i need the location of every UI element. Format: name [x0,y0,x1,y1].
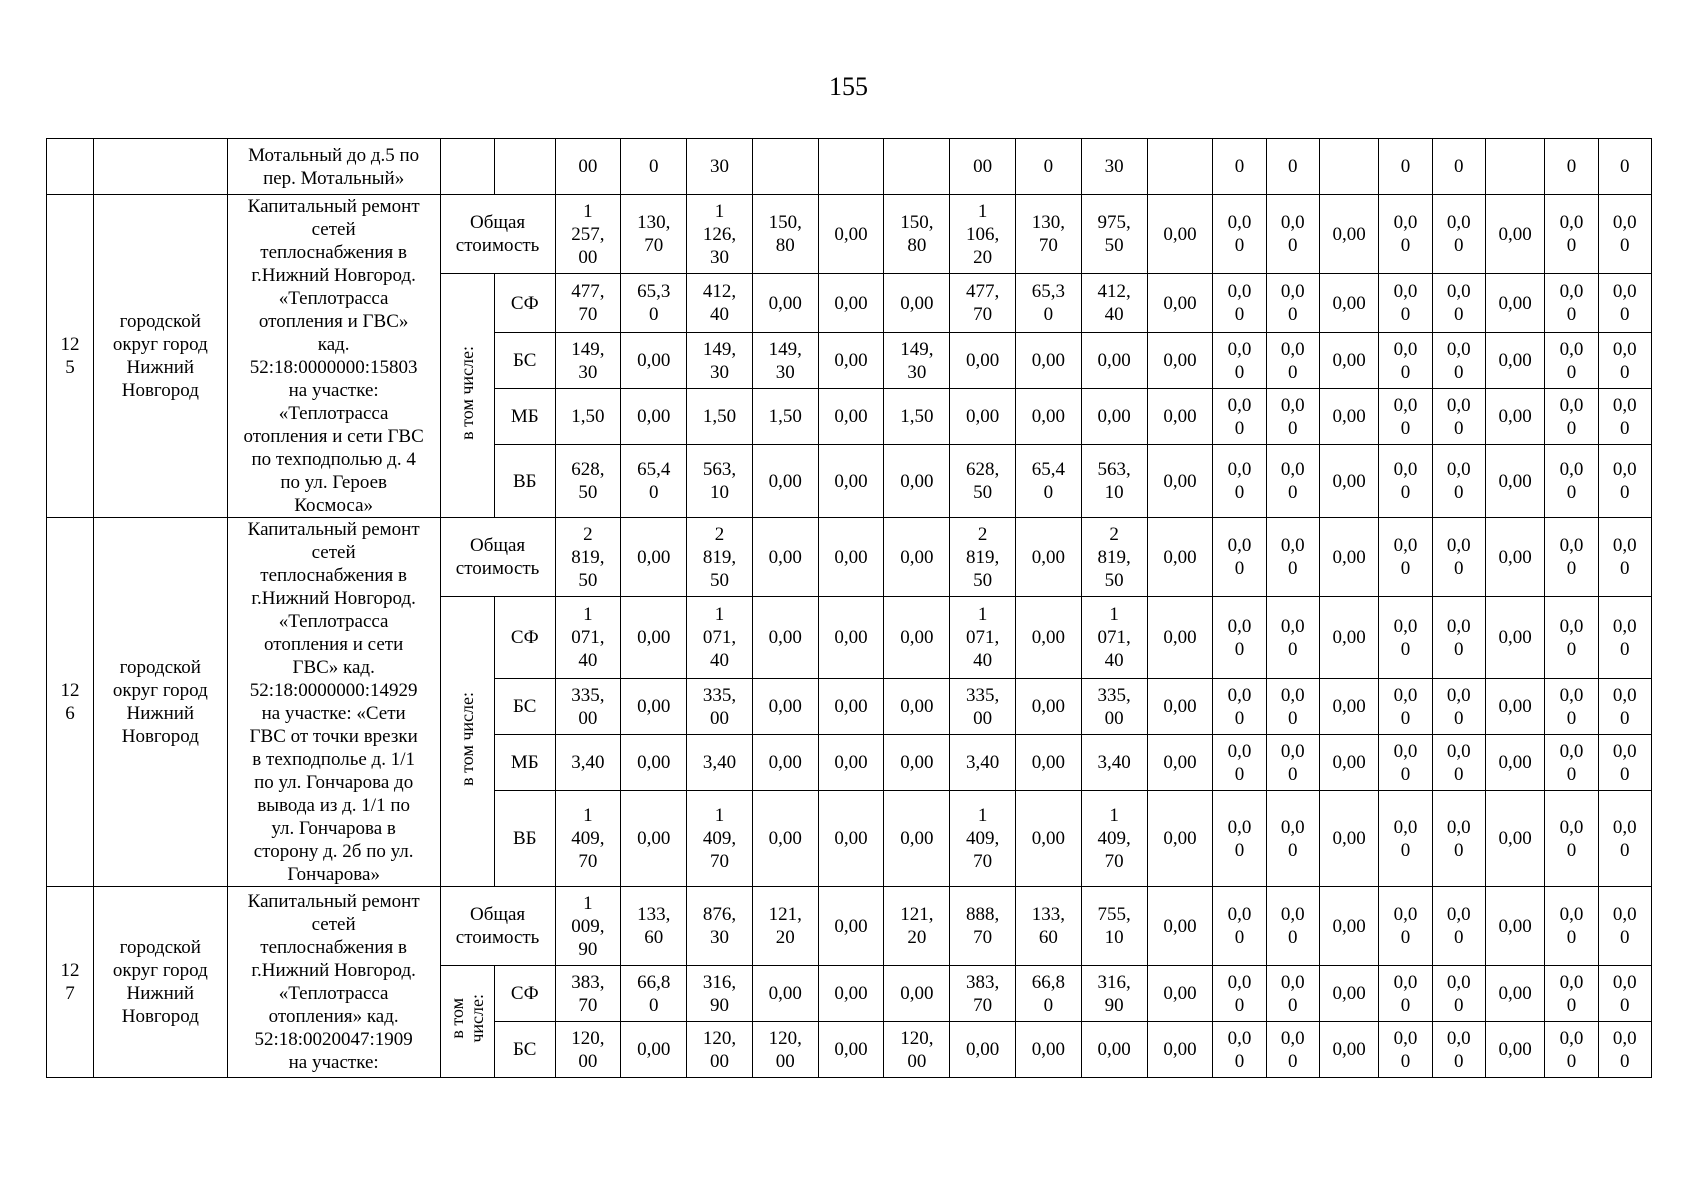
value-cell: 0,0 0 [1545,518,1598,597]
funding-source-label: БС [494,1022,555,1078]
value-cell: 121, 20 [752,887,818,966]
value-cell: 0,0 0 [1213,195,1266,274]
value-cell: 65,4 0 [1015,445,1081,518]
value-cell: 0,00 [1015,679,1081,735]
value-cell: 0,00 [621,518,687,597]
value-cell: 3,40 [555,735,621,791]
value-cell: 0,0 0 [1266,1022,1319,1078]
value-cell: 0,0 0 [1545,445,1598,518]
value-cell: 0,00 [884,445,950,518]
value-cell: 0,0 0 [1266,195,1319,274]
value-cell: 149, 30 [555,333,621,389]
value-cell: 0,00 [1147,389,1213,445]
value-cell: 0,00 [1147,887,1213,966]
value-cell: 0,0 0 [1213,791,1266,887]
value-cell: 0,00 [818,518,884,597]
value-cell: 0,00 [1147,274,1213,333]
value-cell: 0,00 [1147,597,1213,679]
funding-source-label: БС [494,679,555,735]
value-cell: 477, 70 [555,274,621,333]
value-cell: 0,0 0 [1598,679,1651,735]
value-cell: 0,00 [1485,966,1545,1022]
including-label-cell [440,597,494,887]
value-cell: 0,00 [1485,735,1545,791]
value-cell: 0,00 [621,333,687,389]
value-cell: 0,0 0 [1432,1022,1485,1078]
funding-source-label: ВБ [494,791,555,887]
value-cell: 335, 00 [950,679,1016,735]
value-cell: 0,0 0 [1598,791,1651,887]
value-cell: 1 071, 40 [950,597,1016,679]
value-cell: 383, 70 [555,966,621,1022]
value-cell: 0,00 [818,597,884,679]
value-cell: 0,0 0 [1432,966,1485,1022]
value-cell: 0,00 [1485,679,1545,735]
value-cell: 0,0 0 [1379,966,1432,1022]
value-cell: 0 [1015,139,1081,195]
including-label-cell [440,274,494,518]
value-cell: 563, 10 [1081,445,1147,518]
value-cell: 0,0 0 [1213,389,1266,445]
value-cell: 0,0 0 [1379,791,1432,887]
value-cell: 0,00 [1147,966,1213,1022]
description-cell: Мотальный до д.5 по пер. Мотальный» [227,139,440,195]
value-cell: 0,0 0 [1545,735,1598,791]
value-cell: 0,00 [1147,333,1213,389]
value-cell: 0,00 [1319,333,1379,389]
including-label: в том числе: [447,994,488,1043]
value-cell: 1 009, 90 [555,887,621,966]
value-cell: 0 [1432,139,1485,195]
value-cell: 0,0 0 [1266,389,1319,445]
funding-source-label: БС [494,333,555,389]
value-cell: 0,00 [752,679,818,735]
value-cell: 316, 90 [1081,966,1147,1022]
value-cell: 0,00 [621,791,687,887]
label-cell [494,139,555,195]
value-cell: 0,00 [1015,791,1081,887]
value-cell: 0,00 [1147,445,1213,518]
value-cell: 0,00 [1485,518,1545,597]
value-cell: 0 [1545,139,1598,195]
label-cell [440,139,494,195]
value-cell: 0,00 [1147,195,1213,274]
table-row-continuation [47,139,1652,195]
description-cell: Капитальный ремонт сетей теплоснабжения в г.Нижний Новгород. «Теплотрасса отопления и сети ГВС» кад. 52:18:0000000:14929 на участке: «Сети ГВС от точки врезки в техподполье д. 1/1 по ул. Гончарова до вывода из д. 1/1 по ул. Гончарова в сторону д. 2б по ул. Гончарова» [227,518,440,887]
value-cell: 0,0 0 [1379,887,1432,966]
value-cell: 0,0 0 [1213,1022,1266,1078]
value-cell: 3,40 [1081,735,1147,791]
value-cell: 0,00 [884,735,950,791]
value-cell: 66,8 0 [1015,966,1081,1022]
value-cell: 0,0 0 [1598,445,1651,518]
value-cell: 0,0 0 [1432,333,1485,389]
value-cell: 0,0 0 [1266,333,1319,389]
row-number-cell: 12 7 [47,887,94,1078]
value-cell: 0,00 [1485,597,1545,679]
value-cell: 120, 00 [884,1022,950,1078]
value-cell: 0,00 [1319,389,1379,445]
value-cell: 0,0 0 [1598,597,1651,679]
municipality-cell [93,139,227,195]
value-cell: 0,00 [1485,791,1545,887]
value-cell: 0,00 [1081,333,1147,389]
value-cell: 0,00 [621,1022,687,1078]
value-cell: 0,0 0 [1545,679,1598,735]
value-cell: 0,00 [1147,1022,1213,1078]
value-cell: 0,0 0 [1432,389,1485,445]
value-cell: 0,0 0 [1266,445,1319,518]
value-cell: 0,0 0 [1545,966,1598,1022]
value-cell: 0,0 0 [1432,735,1485,791]
value-cell: 133, 60 [1015,887,1081,966]
funding-source-label: МБ [494,735,555,791]
value-cell: 149, 30 [752,333,818,389]
value-cell: 0,00 [818,887,884,966]
value-cell: 130, 70 [621,195,687,274]
value-cell: 1,50 [555,389,621,445]
value-cell: 0,0 0 [1598,195,1651,274]
value-cell: 1 409, 70 [1081,791,1147,887]
value-cell: 120, 00 [752,1022,818,1078]
value-cell: 0,00 [884,597,950,679]
value-cell: 0,0 0 [1379,389,1432,445]
value-cell: 0,00 [1319,597,1379,679]
value-cell: 66,8 0 [621,966,687,1022]
value-cell: 1,50 [752,389,818,445]
value-cell: 0,00 [1015,597,1081,679]
value-cell [1319,139,1379,195]
value-cell: 149, 30 [687,333,753,389]
value-cell: 0,00 [818,445,884,518]
value-cell: 0,00 [1319,887,1379,966]
funding-source-label: СФ [494,597,555,679]
value-cell: 0,00 [1485,195,1545,274]
value-cell: 1 106, 20 [950,195,1016,274]
value-cell: 0,0 0 [1266,597,1319,679]
value-cell: 0,00 [1015,735,1081,791]
value-cell: 0,0 0 [1213,887,1266,966]
total-cost-label: Общая стоимость [440,195,555,274]
value-cell: 0,0 0 [1432,195,1485,274]
value-cell: 0,00 [1319,518,1379,597]
value-cell: 0,00 [884,274,950,333]
value-cell: 0,00 [950,333,1016,389]
value-cell: 0,0 0 [1213,966,1266,1022]
value-cell: 0,00 [1147,679,1213,735]
value-cell: 0,00 [818,333,884,389]
municipality-cell: городской округ город Нижний Новгород [93,887,227,1078]
value-cell: 335, 00 [687,679,753,735]
value-cell: 0,00 [884,679,950,735]
value-cell [818,139,884,195]
value-cell: 0,0 0 [1545,274,1598,333]
value-cell: 130, 70 [1015,195,1081,274]
value-cell: 0,0 0 [1598,389,1651,445]
value-cell: 1 409, 70 [687,791,753,887]
value-cell: 00 [555,139,621,195]
value-cell: 0,00 [1081,389,1147,445]
funding-source-label: МБ [494,389,555,445]
value-cell: 30 [687,139,753,195]
value-cell: 1 409, 70 [950,791,1016,887]
value-cell: 0,00 [818,1022,884,1078]
value-cell: 0,00 [1319,735,1379,791]
value-cell: 65,3 0 [1015,274,1081,333]
value-cell: 149, 30 [884,333,950,389]
value-cell: 1 071, 40 [1081,597,1147,679]
value-cell: 0,0 0 [1598,274,1651,333]
value-cell: 1,50 [687,389,753,445]
value-cell: 0,0 0 [1379,518,1432,597]
value-cell: 0,0 0 [1598,1022,1651,1078]
row-number-cell: 12 5 [47,195,94,518]
value-cell: 0,0 0 [1266,518,1319,597]
value-cell: 0 [1379,139,1432,195]
value-cell: 0,0 0 [1545,389,1598,445]
value-cell: 876, 30 [687,887,753,966]
value-cell: 0,00 [752,518,818,597]
value-cell: 335, 00 [555,679,621,735]
value-cell: 0,0 0 [1432,887,1485,966]
value-cell: 0,0 0 [1213,445,1266,518]
value-cell: 0,0 0 [1266,791,1319,887]
value-cell: 628, 50 [950,445,1016,518]
value-cell: 0,00 [752,445,818,518]
description-cell: Капитальный ремонт сетей теплоснабжения в г.Нижний Новгород. «Теплотрасса отопления и ГВС» кад. 52:18:0000000:15803 на участке: «Теплотрасса отопления и сети ГВС по техподполью д. 4 по ул. Героев Космоса» [227,195,440,518]
value-cell: 0,00 [1485,389,1545,445]
value-cell: 150, 80 [884,195,950,274]
value-cell: 0 [1598,139,1651,195]
value-cell: 975, 50 [1081,195,1147,274]
value-cell: 0,00 [818,679,884,735]
value-cell: 412, 40 [687,274,753,333]
value-cell: 888, 70 [950,887,1016,966]
value-cell: 0,0 0 [1545,791,1598,887]
value-cell: 0,00 [1319,274,1379,333]
value-cell: 0,00 [1485,333,1545,389]
value-cell: 2 819, 50 [1081,518,1147,597]
value-cell: 0,0 0 [1432,274,1485,333]
value-cell: 0 [621,139,687,195]
value-cell: 0,00 [950,389,1016,445]
value-cell: 0,00 [752,966,818,1022]
row-number-cell: 12 6 [47,518,94,887]
value-cell: 0,00 [884,791,950,887]
value-cell: 0,0 0 [1545,887,1598,966]
value-cell: 0,0 0 [1545,597,1598,679]
value-cell: 0,00 [1319,966,1379,1022]
value-cell: 0,0 0 [1379,195,1432,274]
value-cell: 0,00 [1485,445,1545,518]
value-cell: 0,0 0 [1213,518,1266,597]
value-cell: 1 257, 00 [555,195,621,274]
including-label: в том числе: [457,345,478,440]
value-cell: 477, 70 [950,274,1016,333]
value-cell: 0 [1213,139,1266,195]
value-cell: 0,00 [752,274,818,333]
description-cell: Капитальный ремонт сетей теплоснабжения в г.Нижний Новгород. «Теплотрасса отопления» кад. 52:18:0020047:1909 на участке: [227,887,440,1078]
value-cell: 0,00 [818,389,884,445]
value-cell: 0,0 0 [1598,518,1651,597]
value-cell: 0,0 0 [1266,966,1319,1022]
value-cell: 0,0 0 [1379,679,1432,735]
value-cell: 0,0 0 [1545,1022,1598,1078]
value-cell: 0,0 0 [1545,333,1598,389]
value-cell: 3,40 [687,735,753,791]
value-cell: 0,00 [621,389,687,445]
value-cell: 0,00 [1319,445,1379,518]
including-label-cell [440,966,494,1078]
value-cell: 0,00 [1015,518,1081,597]
table-row-total [47,887,1652,966]
value-cell: 0,0 0 [1266,887,1319,966]
value-cell: 65,4 0 [621,445,687,518]
value-cell: 335, 00 [1081,679,1147,735]
funding-source-label: ВБ [494,445,555,518]
value-cell: 0,0 0 [1598,887,1651,966]
value-cell: 0,0 0 [1379,1022,1432,1078]
value-cell: 1,50 [884,389,950,445]
value-cell: 0,00 [818,966,884,1022]
value-cell: 0,0 0 [1379,597,1432,679]
value-cell: 0,00 [1319,1022,1379,1078]
value-cell: 628, 50 [555,445,621,518]
value-cell: 0,00 [818,791,884,887]
value-cell: 0,00 [621,679,687,735]
value-cell: 120, 00 [687,1022,753,1078]
value-cell: 2 819, 50 [555,518,621,597]
value-cell: 0,00 [752,791,818,887]
total-cost-label: Общая стоимость [440,887,555,966]
funding-source-label: СФ [494,966,555,1022]
value-cell [1147,139,1213,195]
total-cost-label: Общая стоимость [440,518,555,597]
value-cell: 0,00 [1015,333,1081,389]
value-cell: 0,00 [1319,679,1379,735]
value-cell: 0,00 [621,597,687,679]
value-cell: 0,00 [1015,389,1081,445]
value-cell: 150, 80 [752,195,818,274]
value-cell: 0,0 0 [1379,274,1432,333]
value-cell: 0,0 0 [1213,679,1266,735]
value-cell: 0,0 0 [1266,679,1319,735]
value-cell: 1 409, 70 [555,791,621,887]
value-cell: 0,00 [621,735,687,791]
value-cell: 0,0 0 [1379,445,1432,518]
value-cell: 3,40 [950,735,1016,791]
value-cell: 0,00 [818,274,884,333]
value-cell: 0,00 [1147,791,1213,887]
value-cell: 0,00 [1147,518,1213,597]
value-cell: 30 [1081,139,1147,195]
value-cell: 0,00 [1147,735,1213,791]
value-cell: 120, 00 [555,1022,621,1078]
municipality-cell: городской округ город Нижний Новгород [93,195,227,518]
value-cell: 1 126, 30 [687,195,753,274]
value-cell: 0,00 [884,518,950,597]
value-cell: 0,0 0 [1213,333,1266,389]
value-cell: 0,00 [1319,791,1379,887]
row-number-cell [47,139,94,195]
value-cell: 0,0 0 [1432,518,1485,597]
value-cell: 0,0 0 [1432,791,1485,887]
including-label: в том числе: [457,691,478,786]
table-body [47,139,1652,1078]
page-number: 155 [829,72,868,101]
value-cell: 0,00 [1485,887,1545,966]
value-cell: 0,00 [884,966,950,1022]
value-cell: 0,00 [1015,1022,1081,1078]
value-cell: 0,0 0 [1213,735,1266,791]
value-cell: 121, 20 [884,887,950,966]
value-cell: 0,00 [818,195,884,274]
value-cell: 0,0 0 [1598,966,1651,1022]
value-cell: 0,0 0 [1598,735,1651,791]
value-cell: 00 [950,139,1016,195]
value-cell: 755, 10 [1081,887,1147,966]
value-cell: 0,0 0 [1213,274,1266,333]
value-cell: 65,3 0 [621,274,687,333]
value-cell: 0,0 0 [1545,195,1598,274]
value-cell: 0,00 [1319,195,1379,274]
value-cell: 383, 70 [950,966,1016,1022]
value-cell: 0,00 [1485,274,1545,333]
value-cell: 2 819, 50 [950,518,1016,597]
value-cell: 0,0 0 [1598,333,1651,389]
value-cell: 0,0 0 [1213,597,1266,679]
value-cell: 0,0 0 [1266,735,1319,791]
municipality-cell: городской округ город Нижний Новгород [93,518,227,887]
value-cell: 1 071, 40 [555,597,621,679]
value-cell: 0,00 [1485,1022,1545,1078]
value-cell: 0 [1266,139,1319,195]
value-cell: 0,00 [752,735,818,791]
value-cell [1485,139,1545,195]
value-cell: 2 819, 50 [687,518,753,597]
value-cell: 0,0 0 [1379,333,1432,389]
value-cell [884,139,950,195]
table-row-total [47,195,1652,274]
value-cell: 133, 60 [621,887,687,966]
value-cell: 0,0 0 [1379,735,1432,791]
value-cell: 412, 40 [1081,274,1147,333]
table-row-total [47,518,1652,597]
value-cell: 0,00 [950,1022,1016,1078]
value-cell: 0,0 0 [1432,597,1485,679]
funding-source-label: СФ [494,274,555,333]
value-cell: 1 071, 40 [687,597,753,679]
value-cell [752,139,818,195]
value-cell: 0,00 [818,735,884,791]
value-cell: 0,00 [1081,1022,1147,1078]
value-cell: 0,0 0 [1266,274,1319,333]
value-cell: 0,0 0 [1432,445,1485,518]
value-cell: 0,00 [752,597,818,679]
value-cell: 563, 10 [687,445,753,518]
value-cell: 0,0 0 [1432,679,1485,735]
value-cell: 316, 90 [687,966,753,1022]
budget-table [46,138,1652,1078]
